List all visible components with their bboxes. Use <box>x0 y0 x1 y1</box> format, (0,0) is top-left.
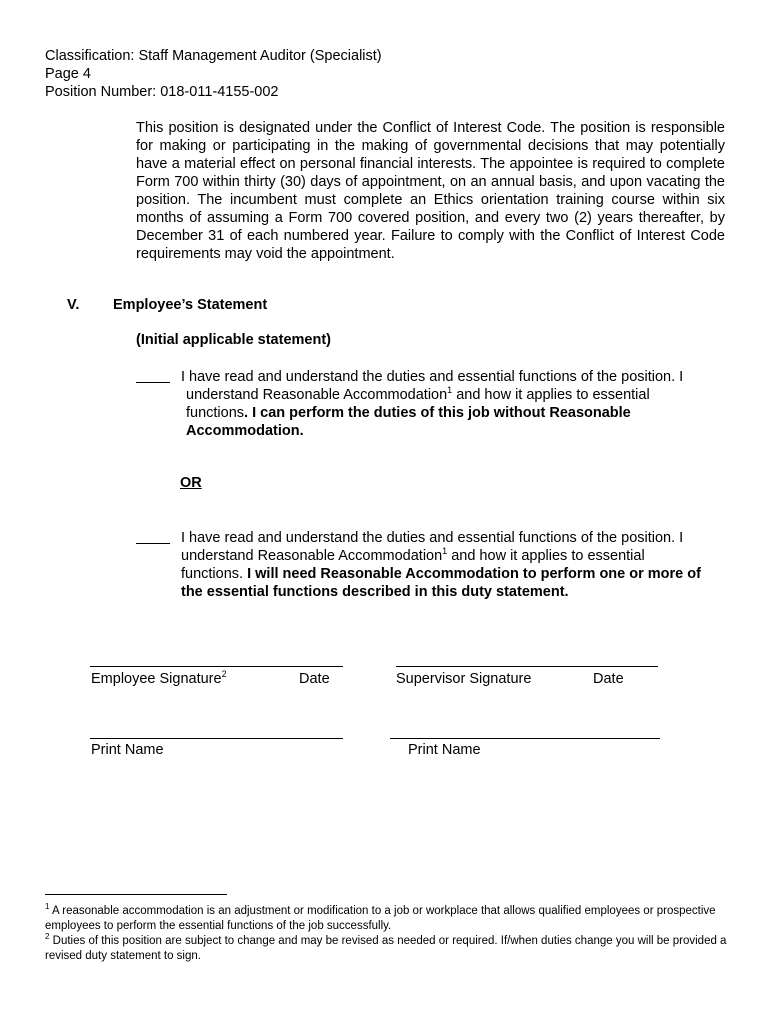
statement-2-functions: functions. <box>181 566 248 582</box>
employee-signature-text: Employee Signature <box>91 671 222 687</box>
footnote-1-number: 1 <box>45 902 50 912</box>
footnote-divider <box>45 894 227 895</box>
statement-2-text-cont: and how it applies to essential <box>447 548 645 564</box>
initial-blank-statement-1[interactable] <box>136 381 170 383</box>
conflict-of-interest-paragraph: This position is designated under the Conflict of Interest Code. The position is responsible for making or participating in the making of governmental decisions that may potentially have a material effect on personal financial interests. The appointee is required to complete Form 700 within thirty (30) days of appointment, on an annual basis, and upon vacating the position. The incumbent must complete an Ethics orientation training course within six months of assuming a Form 700 covered position, and every two (2) years thereafter, by December 31 of each numbered year. Failure to comply with the Conflict of Interest Code requirements may void the appointment. <box>136 120 725 262</box>
footnote-1 <box>45 904 735 934</box>
or-separator: OR <box>180 475 202 491</box>
statement-2 <box>181 529 726 601</box>
employee-signature-label <box>91 670 227 688</box>
statement-1-line-1: I have read and understand the duties and essential functions of the position. I <box>181 369 684 385</box>
footnote-ref-2: 2 <box>221 669 227 680</box>
supervisor-date-label: Date <box>593 671 624 687</box>
supervisor-print-name-label: Print Name <box>408 742 481 758</box>
supervisor-signature-label: Supervisor Signature <box>396 671 532 687</box>
statement-1-text: understand Reasonable Accommodation <box>186 387 448 403</box>
statement-1-line-2 <box>181 386 726 404</box>
footnote-2-number: 2 <box>45 932 50 942</box>
employee-print-name-label: Print Name <box>91 742 164 758</box>
employee-print-name-line[interactable] <box>90 738 343 739</box>
statement-2-line-2 <box>181 547 726 565</box>
footnote-2 <box>45 934 735 964</box>
supervisor-print-name-line[interactable] <box>390 738 660 739</box>
footnote-ref-1b: 1 <box>442 546 448 557</box>
footnote-2-text: Duties of this position are subject to change and may be revised as needed or required. If/when duties change you will be provided a revised duty statement to sign. <box>45 935 727 962</box>
footnote-1-text: A reasonable accommodation is an adjustment or modification to a job or workplace that allows qualified employees or prospective employees to perform the essential functions of the job successfully. <box>45 905 716 932</box>
statement-1-functions: functions <box>186 405 245 421</box>
statement-2-line-3 <box>181 565 726 601</box>
statement-1-line-3 <box>181 404 726 440</box>
page-number: Page 4 <box>45 66 91 82</box>
statement-2-text: understand Reasonable Accommodation <box>181 548 443 564</box>
statement-1-text-cont: and how it applies to essential <box>452 387 650 403</box>
section-instruction: (Initial applicable statement) <box>136 332 331 348</box>
footnote-ref-1: 1 <box>447 385 453 396</box>
employee-date-label: Date <box>299 671 330 687</box>
classification-line: Classification: Staff Management Auditor (Specialist) <box>45 48 382 64</box>
position-number: Position Number: 018-011-4155-002 <box>45 84 279 100</box>
statement-1 <box>181 368 726 440</box>
section-title: Employee’s Statement <box>113 297 268 313</box>
section-number: V. <box>67 297 80 313</box>
statement-1-bold: . I can perform the duties of this job without Reasonable Accommodation. <box>186 405 631 439</box>
initial-blank-statement-2[interactable] <box>136 542 170 544</box>
statement-2-bold: I will need Reasonable Accommodation to perform one or more of the essential functions described in this duty statement. <box>181 566 701 600</box>
statement-2-line-1: I have read and understand the duties and essential functions of the position. I <box>181 530 684 546</box>
supervisor-signature-line[interactable] <box>396 666 658 667</box>
employee-signature-line[interactable] <box>90 666 343 667</box>
